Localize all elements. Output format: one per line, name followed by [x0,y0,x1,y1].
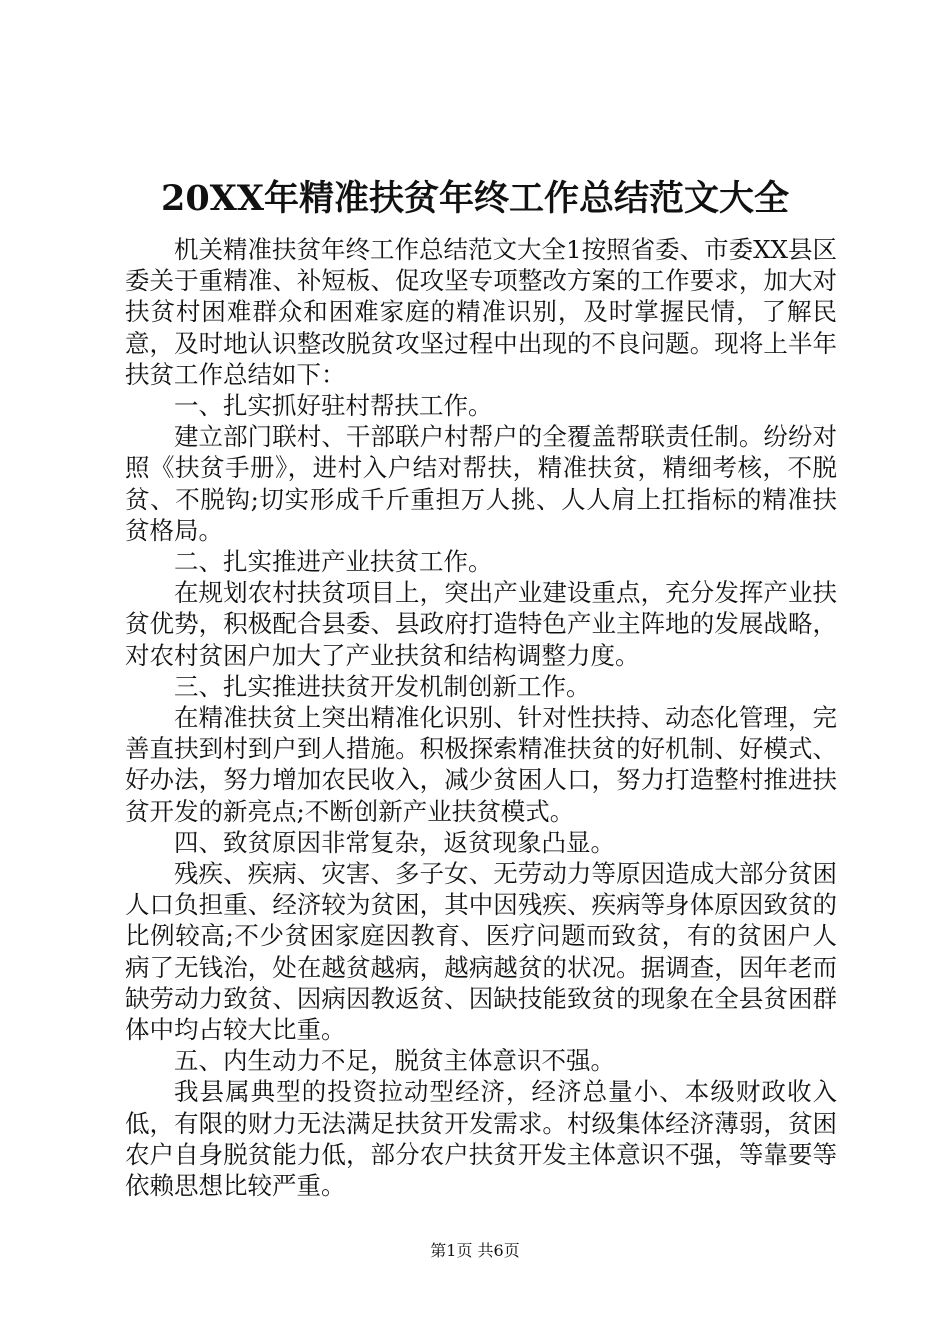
document-body [125,234,837,1201]
paragraph-section-1: 建立部门联村、干部联户村帮户的全覆盖帮联责任制。纷纷对照《扶贫手册》，进村入户结对帮扶，精准扶贫，精细考核，不脱贫、不脱钩;切实形成千斤重担万人挑、人人肩上扛指标的精准扶贫格局。 [125,422,837,545]
document-title: 20XX年精准扶贫年终工作总结范文大全 [160,178,790,219]
section-heading-2: 二、扎实推进产业扶贫工作。 [174,547,493,577]
paragraph-section-5: 我县属典型的投资拉动型经济，经济总量小、本级财政收入低，有限的财力无法满足扶贫开发需求。村级集体经济薄弱，贫困农户自身脱贫能力低，部分农户扶贫开发主体意识不强，等靠要等依赖思想比较严重。 [125,1077,837,1201]
paragraph-section-4: 残疾、疾病、灾害、多子女、无劳动力等原因造成大部分贫困人口负担重、经济较为贫困，其中因残疾、疾病等身体原因致贫的比例较高;不少贫困家庭因教育、医疗问题而致贫，有的贫困户人病了无钱治，处在越贫越病，越病越贫的状况。据调查，因年老而缺劳动力致贫、因病因教返贫、因缺技能致贫的现象在全县贫困群体中均占较大比重。 [125,859,837,1045]
section-heading-3: 三、扎实推进扶贫开发机制创新工作。 [174,671,591,701]
page-number-footer: 第1页 共6页 [430,1241,520,1260]
paragraph-section-3: 在精准扶贫上突出精准化识别、针对性扶持、动态化管理，完善直扶到村到户到人措施。积极探索精准扶贫的好机制、好模式、好办法，努力增加农民收入，减少贫困人口，努力打造整村推进扶贫开发的新亮点;不断创新产业扶贫模式。 [125,703,837,826]
section-heading-1: 一、扎实抓好驻村帮扶工作。 [174,391,493,421]
paragraph-intro: 机关精准扶贫年终工作总结范文大全1按照省委、市委XX县区委关于重精准、补短板、促攻坚专项整改方案的工作要求，加大对扶贫村困难群众和困难家庭的精准识别，及时掌握民情，了解民意，及时地认识整改脱贫攻坚过程中出现的不良问题。现将上半年扶贫工作总结如下： [125,235,837,389]
section-heading-5: 五、内生动力不足，脱贫主体意识不强。 [174,1046,615,1076]
paragraph-section-2: 在规划农村扶贫项目上，突出产业建设重点，充分发挥产业扶贫优势，积极配合县委、县政府打造特色产业主阵地的发展战略，对农村贫困户加大了产业扶贫和结构调整力度。 [125,578,837,670]
section-heading-4: 四、致贫原因非常复杂，返贫现象凸显。 [174,827,615,857]
